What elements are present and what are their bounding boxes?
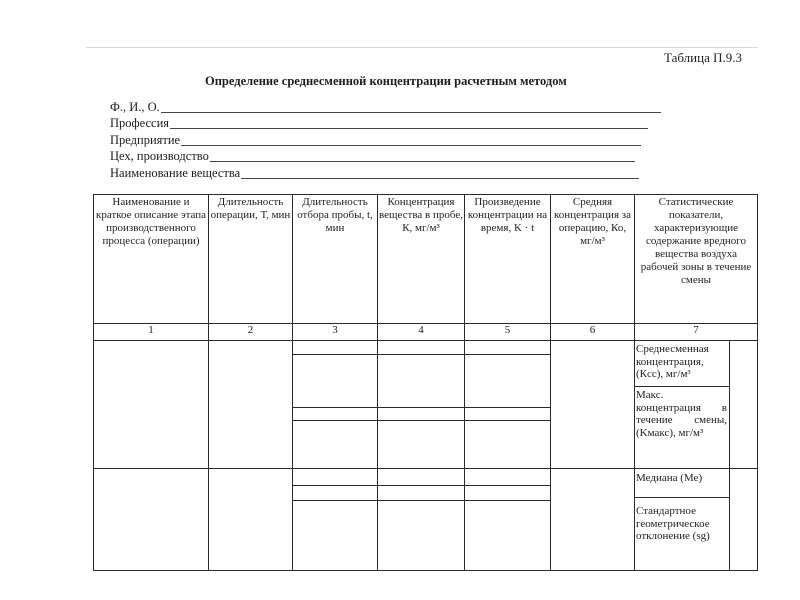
header-concentration-time-product: Произведение концентрации на время, K · t bbox=[467, 196, 548, 234]
table-border-left bbox=[93, 194, 94, 571]
table-column-divider bbox=[464, 194, 465, 571]
field-enterprise bbox=[110, 131, 670, 148]
concentration-table bbox=[93, 194, 758, 571]
header-sample-concentration: Концентрация вещества в пробе, К, мг/м³ bbox=[379, 196, 463, 234]
group-divider bbox=[93, 468, 758, 469]
field-workshop-line bbox=[210, 149, 635, 162]
column-number-1: 1 bbox=[148, 324, 154, 336]
stat-median: Медиана (Ме) bbox=[636, 472, 703, 484]
column-number-7: 7 bbox=[693, 324, 699, 336]
table-column-divider bbox=[550, 194, 551, 571]
field-profession-label: Профессия bbox=[110, 116, 170, 130]
header-sampling-duration: Длительность отбора пробы, t, мин bbox=[297, 196, 373, 234]
column-number-4: 4 bbox=[418, 324, 424, 336]
top-rule bbox=[86, 47, 758, 48]
numbers-bottom-rule bbox=[93, 340, 758, 341]
header-operation-duration: Длительность операции, Т, мин bbox=[210, 196, 291, 221]
header-fields bbox=[110, 98, 670, 181]
column-number-2: 2 bbox=[247, 324, 254, 336]
field-workshop bbox=[110, 148, 670, 165]
table-border-top bbox=[93, 194, 758, 195]
column-number-6: 6 bbox=[589, 324, 596, 336]
field-substance-line bbox=[241, 166, 639, 179]
stat-subcell-divider bbox=[729, 341, 730, 571]
table-number-label: Таблица П.9.3 bbox=[664, 50, 742, 65]
header-operation-name: Наименование и краткое описание этапа производственного процесса (операции) bbox=[95, 196, 207, 247]
field-profession-line bbox=[170, 116, 648, 129]
measurement-row-rule bbox=[292, 420, 550, 421]
stat-shift-average: Среднесменная концентрация, (Кcc), мг/м³ bbox=[636, 343, 709, 380]
field-substance bbox=[110, 164, 670, 181]
measurement-row-rule bbox=[292, 407, 550, 408]
document-title: Определение среднесменной концентрации расчетным методом bbox=[205, 74, 567, 88]
field-substance-label: Наименование вещества bbox=[110, 165, 241, 180]
field-full-name-line bbox=[161, 100, 661, 113]
field-enterprise-label: Предприятие bbox=[110, 132, 181, 147]
header-statistics: Статистические показатели, характеризующие содержание вредного вещества воздуха рабочей зоны в течение смены bbox=[640, 196, 752, 286]
measurement-row-rule bbox=[292, 354, 550, 355]
table-column-divider bbox=[377, 194, 378, 571]
column-number-3: 3 bbox=[332, 324, 338, 336]
stat-max-concentration: Макс. концентрация в течение смены, (Kмакс), мг/м³ bbox=[636, 389, 727, 439]
table-column-divider bbox=[634, 194, 635, 571]
table-column-divider bbox=[208, 194, 209, 571]
column-number-5: 5 bbox=[504, 324, 511, 336]
stat-row-rule bbox=[634, 386, 729, 387]
measurement-row-rule bbox=[292, 485, 550, 486]
field-full-name bbox=[110, 98, 670, 115]
measurement-row-rule bbox=[292, 500, 550, 501]
field-enterprise-line bbox=[181, 133, 641, 146]
table-column-divider bbox=[292, 194, 293, 571]
field-profession bbox=[110, 115, 670, 132]
stat-geometric-std: Стандартное геометрическое отклонение (sg) bbox=[636, 505, 710, 542]
stat-row-rule bbox=[634, 497, 729, 498]
table-border-bottom bbox=[93, 570, 758, 571]
field-workshop-label: Цех, производство bbox=[110, 149, 209, 163]
table-border-right bbox=[757, 194, 758, 571]
field-full-name-label: Ф., И., О. bbox=[110, 99, 160, 114]
header-average-concentration: Средняя концентрация за операцию, Ко, мг/м³ bbox=[554, 196, 631, 247]
